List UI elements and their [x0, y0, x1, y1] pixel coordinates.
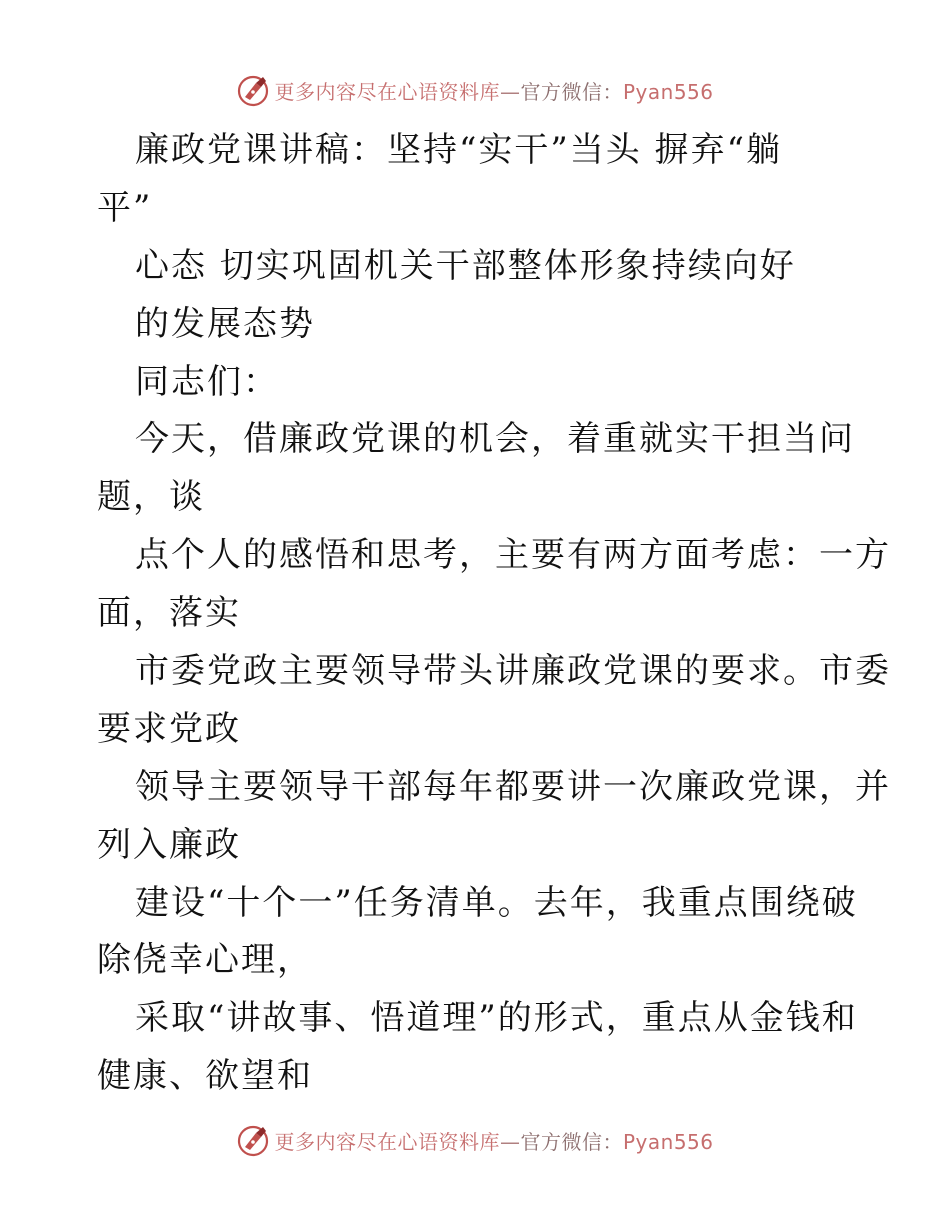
header-banner — [0, 70, 950, 110]
paragraph-line: 要求党政 — [97, 708, 241, 749]
banner-main-text: 更多内容尽在心语资料库 — [274, 79, 500, 104]
title-line-3: 心态 切实巩固机关干部整体形象持续向好 — [135, 245, 796, 286]
footer-banner — [0, 1120, 950, 1160]
title-line-1: 廉政党课讲稿：坚持“实干”当头 摒弃“躺 — [135, 130, 782, 170]
banner-wechat-label: 官方微信： — [520, 1129, 623, 1154]
paragraph-line: 领导主要领导干部每年都要讲一次廉政党课，并 — [135, 766, 891, 807]
paragraph-line: 建设“十个一”任务清单。去年，我重点围绕破 — [135, 882, 858, 923]
banner-wechat-label: 官方微信： — [520, 79, 623, 104]
pen-nib-logo-icon — [236, 1123, 270, 1157]
salutation-line: 同志们： — [135, 361, 279, 402]
paragraph-line: 健康、欲望和 — [97, 1056, 313, 1097]
banner-separator: — — [499, 1129, 521, 1154]
document-body — [97, 122, 891, 1106]
banner-separator: — — [499, 79, 521, 104]
paragraph-line: 面，落实 — [97, 593, 241, 634]
banner-wechat-id: Pyan556 — [622, 79, 714, 104]
paragraph-line: 题，谈 — [97, 477, 205, 518]
title-line-4: 的发展态势 — [135, 303, 315, 344]
banner-main-text: 更多内容尽在心语资料库 — [274, 1129, 500, 1154]
paragraph-line: 列入廉政 — [97, 824, 241, 865]
paragraph-line: 采取“讲故事、悟道理”的形式，重点从金钱和 — [135, 998, 858, 1039]
paragraph-line: 今天，借廉政党课的机会，着重就实干担当问 — [135, 419, 855, 460]
paragraph-line: 点个人的感悟和思考，主要有两方面考虑：一方 — [135, 535, 891, 576]
paragraph-line: 市委党政主要领导带头讲廉政党课的要求。市委 — [135, 651, 891, 692]
banner-wechat-id: Pyan556 — [622, 1129, 714, 1154]
pen-nib-logo-icon — [236, 73, 270, 107]
title-line-2: 平” — [97, 187, 153, 228]
paragraph-line: 除侥幸心理， — [97, 940, 313, 981]
